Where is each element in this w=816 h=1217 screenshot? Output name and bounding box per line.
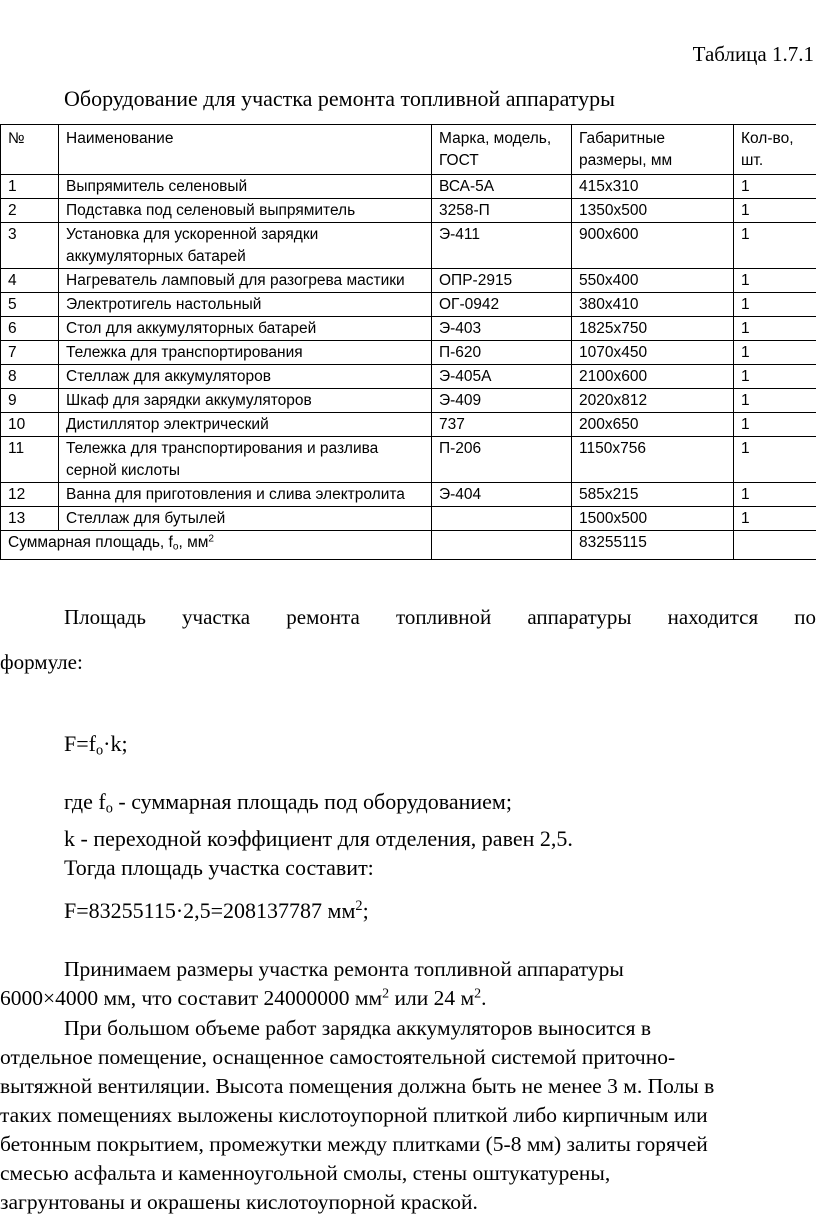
table-title: Оборудование для участка ремонта топливной аппаратуры bbox=[64, 86, 615, 112]
cell-model: 3258-П bbox=[432, 199, 572, 223]
cell-quantity: 1 bbox=[734, 389, 816, 413]
cell-model: Э-404 bbox=[432, 483, 572, 507]
cell-number: 13 bbox=[1, 507, 59, 531]
area-formula: $F=f_о\cdot k$; bbox=[64, 731, 128, 760]
cell-model: ОГ-0942 bbox=[432, 293, 572, 317]
paragraph-line: При большом объеме работ зарядка аккумуляторов выносится в bbox=[0, 1014, 816, 1043]
table-row bbox=[1, 293, 816, 317]
cell-dimensions: 585x215 bbox=[572, 483, 734, 507]
cell-name: Шкаф для зарядки аккумуляторов bbox=[59, 389, 432, 413]
cell-model: Э-403 bbox=[432, 317, 572, 341]
cell-quantity: 1 bbox=[734, 341, 816, 365]
table-row bbox=[1, 413, 816, 437]
explanation-line: где $f_о$ - суммарная площадь под оборудованием; bbox=[64, 787, 573, 824]
cell-dimensions: 2100x600 bbox=[572, 365, 734, 389]
table-row bbox=[1, 389, 816, 413]
cell-dimensions: 1350x500 bbox=[572, 199, 734, 223]
paragraph-formula-intro bbox=[0, 604, 816, 676]
cell-quantity: 1 bbox=[734, 293, 816, 317]
cell-number: 9 bbox=[1, 389, 59, 413]
paragraph-line: бетонным покрытием, промежутки между плитками (5-8 мм) залиты горячей bbox=[0, 1130, 816, 1159]
cell-name: Установка для ускоренной зарядки аккумуляторных батарей bbox=[59, 223, 432, 269]
explanation-line: k - переходной коэффициент для отделения, равен 2,5. bbox=[64, 824, 573, 853]
cell-model: 737 bbox=[432, 413, 572, 437]
header-name: Наименование bbox=[59, 125, 432, 175]
cell-name: Тележка для транспортирования и разлива серной кислоты bbox=[59, 437, 432, 483]
table-caption: Таблица 1.7.1 bbox=[693, 42, 814, 67]
cell-model: П-620 bbox=[432, 341, 572, 365]
cell-number: 4 bbox=[1, 269, 59, 293]
paragraph-line: вытяжной вентиляции. Высота помещения должна быть не менее 3 м. Полы в bbox=[0, 1072, 816, 1101]
table-row bbox=[1, 483, 816, 507]
table-row bbox=[1, 269, 816, 293]
cell-dimensions: 1825x750 bbox=[572, 317, 734, 341]
paragraph-charging-room bbox=[0, 1014, 816, 1217]
paragraph-line: загрунтованы и окрашены кислотоупорной краской. bbox=[0, 1188, 816, 1217]
cell-dimensions: 380x410 bbox=[572, 293, 734, 317]
cell-quantity: 1 bbox=[734, 317, 816, 341]
cell-name: Стол для аккумуляторных батарей bbox=[59, 317, 432, 341]
cell-dimensions: 2020x812 bbox=[572, 389, 734, 413]
table-row bbox=[1, 365, 816, 389]
cell-quantity: 1 bbox=[734, 223, 816, 269]
cell-quantity: 1 bbox=[734, 269, 816, 293]
cell-quantity: 1 bbox=[734, 199, 816, 223]
header-dimensions: Габаритные размеры, мм bbox=[572, 125, 734, 175]
paragraph-line: Принимаем размеры участка ремонта топливной аппаратуры bbox=[0, 955, 816, 984]
cell-model: ОПР-2915 bbox=[432, 269, 572, 293]
total-quantity-empty bbox=[734, 531, 816, 560]
cell-number: 10 bbox=[1, 413, 59, 437]
cell-name: Тележка для транспортирования bbox=[59, 341, 432, 365]
total-value: 83255115 bbox=[572, 531, 734, 560]
cell-name: Выпрямитель селеновый bbox=[59, 175, 432, 199]
table-row bbox=[1, 317, 816, 341]
cell-name: Ванна для приготовления и слива электролита bbox=[59, 483, 432, 507]
cell-model: П-206 bbox=[432, 437, 572, 483]
cell-name: Стеллаж для аккумуляторов bbox=[59, 365, 432, 389]
cell-dimensions: 900x600 bbox=[572, 223, 734, 269]
paragraph-line: отдельное помещение, оснащенное самостоятельной системой приточно- bbox=[0, 1043, 816, 1072]
paragraph-line: Площадь участка ремонта топливной аппаратуры находится по bbox=[0, 604, 816, 631]
cell-name: Нагреватель ламповый для разогрева мастики bbox=[59, 269, 432, 293]
paragraph-line: формуле: bbox=[0, 649, 816, 676]
cell-dimensions: 415x310 bbox=[572, 175, 734, 199]
paragraph-line: смесью асфальта и каменноугольной смолы, стены оштукатурены, bbox=[0, 1159, 816, 1188]
total-row bbox=[1, 531, 816, 560]
cell-quantity: 1 bbox=[734, 413, 816, 437]
header-model: Марка, модель, ГОСТ bbox=[432, 125, 572, 175]
table-row bbox=[1, 437, 816, 483]
total-model-empty bbox=[432, 531, 572, 560]
cell-quantity: 1 bbox=[734, 483, 816, 507]
paragraph-line: таких помещениях выложены кислотоупорной плиткой либо кирпичным или bbox=[0, 1101, 816, 1130]
cell-dimensions: 200x650 bbox=[572, 413, 734, 437]
cell-name: Подставка под селеновый выпрямитель bbox=[59, 199, 432, 223]
cell-model: ВСА-5А bbox=[432, 175, 572, 199]
cell-number: 1 bbox=[1, 175, 59, 199]
header-quantity: Кол-во, шт. bbox=[734, 125, 816, 175]
formula-explanation bbox=[64, 787, 573, 882]
cell-dimensions: 1500x500 bbox=[572, 507, 734, 531]
table-header-row bbox=[1, 125, 816, 175]
cell-number: 3 bbox=[1, 223, 59, 269]
cell-dimensions: 550x400 bbox=[572, 269, 734, 293]
cell-number: 12 bbox=[1, 483, 59, 507]
paragraph-dimensions bbox=[0, 955, 816, 1013]
cell-number: 5 bbox=[1, 293, 59, 317]
cell-model: Э-409 bbox=[432, 389, 572, 413]
table-row bbox=[1, 199, 816, 223]
cell-quantity: 1 bbox=[734, 507, 816, 531]
cell-name: Стеллаж для бутылей bbox=[59, 507, 432, 531]
explanation-line: Тогда площадь участка составит: bbox=[64, 853, 573, 882]
cell-number: 11 bbox=[1, 437, 59, 483]
cell-dimensions: 1070x450 bbox=[572, 341, 734, 365]
paragraph-line: 6000×4000 мм, что составит 24000000 $мм^2$ или 24 $м^2$. bbox=[0, 984, 816, 1013]
cell-dimensions: 1150x756 bbox=[572, 437, 734, 483]
cell-quantity: 1 bbox=[734, 365, 816, 389]
cell-number: 2 bbox=[1, 199, 59, 223]
area-calculation: F=83255115·2,5=208137787 $мм^2$; bbox=[64, 898, 369, 924]
cell-name: Дистиллятор электрический bbox=[59, 413, 432, 437]
cell-name: Электротигель настольный bbox=[59, 293, 432, 317]
total-label: Суммарная площадь, $f_о$, $мм^2$ bbox=[1, 531, 432, 560]
header-number: № bbox=[1, 125, 59, 175]
cell-number: 8 bbox=[1, 365, 59, 389]
table-row bbox=[1, 175, 816, 199]
cell-number: 7 bbox=[1, 341, 59, 365]
cell-model: Э-405А bbox=[432, 365, 572, 389]
cell-number: 6 bbox=[1, 317, 59, 341]
cell-model: Э-411 bbox=[432, 223, 572, 269]
cell-quantity: 1 bbox=[734, 437, 816, 483]
table-row bbox=[1, 507, 816, 531]
cell-quantity: 1 bbox=[734, 175, 816, 199]
equipment-table bbox=[0, 124, 816, 560]
table-row bbox=[1, 341, 816, 365]
cell-model bbox=[432, 507, 572, 531]
table-row bbox=[1, 223, 816, 269]
